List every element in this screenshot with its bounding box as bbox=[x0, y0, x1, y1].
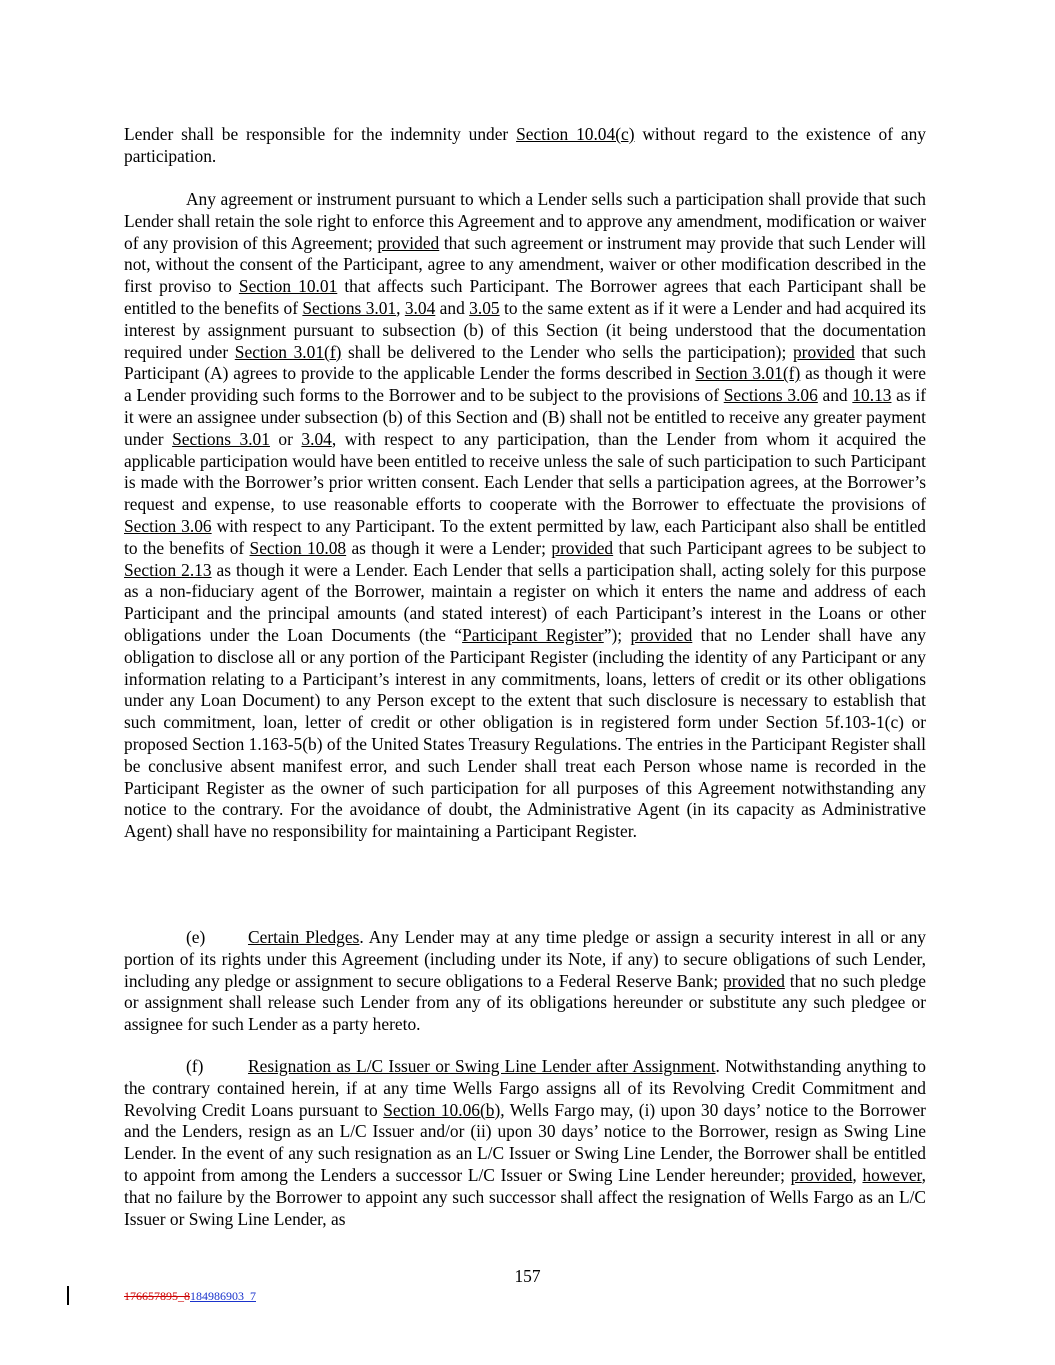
clause-number: (e) bbox=[186, 927, 206, 947]
page-number: 157 bbox=[514, 1266, 541, 1286]
provided-term: provided bbox=[790, 1164, 853, 1185]
deleted-doc-id: 176657895_8 bbox=[124, 1289, 190, 1303]
document-id bbox=[124, 1289, 256, 1303]
inserted-doc-id: 184986903_7 bbox=[190, 1289, 256, 1303]
section-reference: Section 10.06(b) bbox=[383, 1099, 501, 1120]
provided-term: provided bbox=[377, 232, 440, 253]
section-reference: Sections 3.06 bbox=[723, 385, 818, 406]
section-reference: 3.04 bbox=[404, 297, 436, 318]
section-reference: 3.05 bbox=[469, 297, 500, 318]
section-reference: 3.04 bbox=[301, 428, 332, 449]
provided-term: provided bbox=[630, 624, 693, 645]
change-bar bbox=[67, 1286, 69, 1305]
section-reference: Section 2.13 bbox=[124, 559, 212, 580]
clause-heading: Resignation as L/C Issuer or Swing Line Lender after Assignment bbox=[248, 1056, 716, 1076]
however-term: however bbox=[862, 1164, 922, 1185]
provided-term: provided bbox=[551, 537, 614, 558]
section-reference: Section 3.01(f) bbox=[695, 363, 801, 384]
defined-term: Participant Register bbox=[462, 624, 604, 645]
section-reference: Section 3.06 bbox=[124, 515, 212, 536]
clause-heading: Certain Pledges bbox=[248, 927, 360, 947]
paragraph-resignation: (f) Resignation as L/C Issuer or Swing Line Lender after Assignment. Notwithstanding anything to the contrary contained herein, if at any time Wells Fargo assigns all of its Revolving Credit Commitment and Revolving Credit Loans pursuant to Section 10.06(b), Wells Fargo may, (i) upon 30 days’ notice to the Borrower and the Lenders, resign as an L/C Issuer and/or (ii) upon 30 days’ notice to the Borrower, resign as Swing Line Lender. In the event of any such resignation as an L/C Issuer or Swing Line Lender, the Borrower shall be entitled to appoint from among the Lenders a successor L/C Issuer or Swing Line Lender hereunder; provided, however, that no failure by the Borrower to appoint any such successor shall affect the resignation of Wells Fargo as an L/C Issuer or Swing Line Lender, as bbox=[124, 1056, 926, 1229]
section-reference: Section 10.08 bbox=[249, 537, 347, 558]
section-reference: Sections 3.01 bbox=[172, 428, 270, 449]
section-reference: Sections 3.01 bbox=[302, 297, 397, 318]
section-reference: Section 3.01(f) bbox=[234, 341, 342, 362]
paragraph-participation-agreement: Any agreement or instrument pursuant to which a Lender sells such a participation shall provide that such Lender shall retain the sole right to enforce this Agreement and to approve any amendment, modification or waiver of any provision of this Agreement; provided that such agreement or instrument may provide that such Lender will not, without the consent of the Participant, agree to any amendment, waiver or other modification described in the first proviso to Section 10.01 that affects such Participant. The Borrower agrees that each Participant shall be entitled to the benefits of Sections 3.01, 3.04 and 3.05 to the same extent as if it were a Lender and had acquired its interest by assignment pursuant to subsection (b) of this Section (it being understood that the documentation required under Section 3.01(f) shall be delivered to the Lender who sells the participation); provided that such Participant (A) agrees to provide to the applicable Lender the forms described in Section 3.01(f) as though it were a Lender providing such forms to the Borrower and to be subject to the provisions of Sections 3.06 and 10.13 as if it were an assignee under subsection (b) of this Section and (B) shall not be entitled to receive any greater payment under Sections 3.01 or 3.04, with respect to any participation, than the Lender from whom it acquired the applicable participation would have been entitled to receive unless the sale of such participation to such Participant is made with the Borrower’s prior written consent. Each Lender that sells a participation agrees, at the Borrower’s request and expense, to use reasonable efforts to cooperate with the Borrower to effectuate the provisions of Section 3.06 with respect to any Participant. To the extent permitted by law, each Participant also shall be entitled to the benefits of Section 10.08 as though it were a Lender; provided that such Participant agrees to be subject to Section 2.13 as though it were a Lender. Each Lender that sells a participation shall, acting solely for this purpose as a non-fiduciary agent of the Borrower, maintain a register on which it enters the name and address of each Participant and the principal amounts (and stated interest) of each Participant’s interest in the Loans or other obligations under the Loan Documents (the “Participant Register”); provided that no Lender shall have any obligation to disclose all or any portion of the Participant Register (including the identity of any Participant or any information relating to a Participant’s interest in any commitments, loans, letters of credit or its other obligations under any Loan Document) to any Person except to the extent that such disclosure is necessary to establish that such commitment, loan, letter of credit or other obligation is in registered form under Section 5f.103-1(c) or proposed Section 1.163-5(b) of the United States Treasury Regulations. The entries in the Participant Register shall be conclusive absent manifest error, and such Lender shall treat each Person whose name is recorded in the Participant Register as the owner of such participation for all purposes of this Agreement notwithstanding any notice to the contrary. For the avoidance of doubt, the Administrative Agent (in its capacity as Administrative Agent) shall have no responsibility for maintaining a Participant Register. bbox=[124, 189, 927, 842]
provided-term: provided bbox=[792, 341, 855, 362]
paragraph-indemnity: Lender shall be responsible for the indemnity under Section 10.04(c) without regard to the existence of any participation. bbox=[124, 124, 926, 166]
section-reference: Section 10.04(c) bbox=[516, 124, 635, 144]
provided-term: provided bbox=[723, 970, 785, 991]
section-reference: Section 10.01 bbox=[238, 276, 338, 297]
section-reference: 10.13 bbox=[852, 385, 892, 406]
clause-number: (f) bbox=[186, 1056, 204, 1076]
paragraph-certain-pledges: (e) Certain Pledges. Any Lender may at any time pledge or assign a security interest in all or any portion of its rights under this Agreement (including under its Note, if any) to secure obligations of such Lender, including any pledge or assignment to secure obligations to a Federal Reserve Bank; provided that no such pledge or assignment shall release such Lender from any of its obligations hereunder or substitute any such pledgee or assignee for such Lender as a party hereto. bbox=[124, 927, 926, 1035]
